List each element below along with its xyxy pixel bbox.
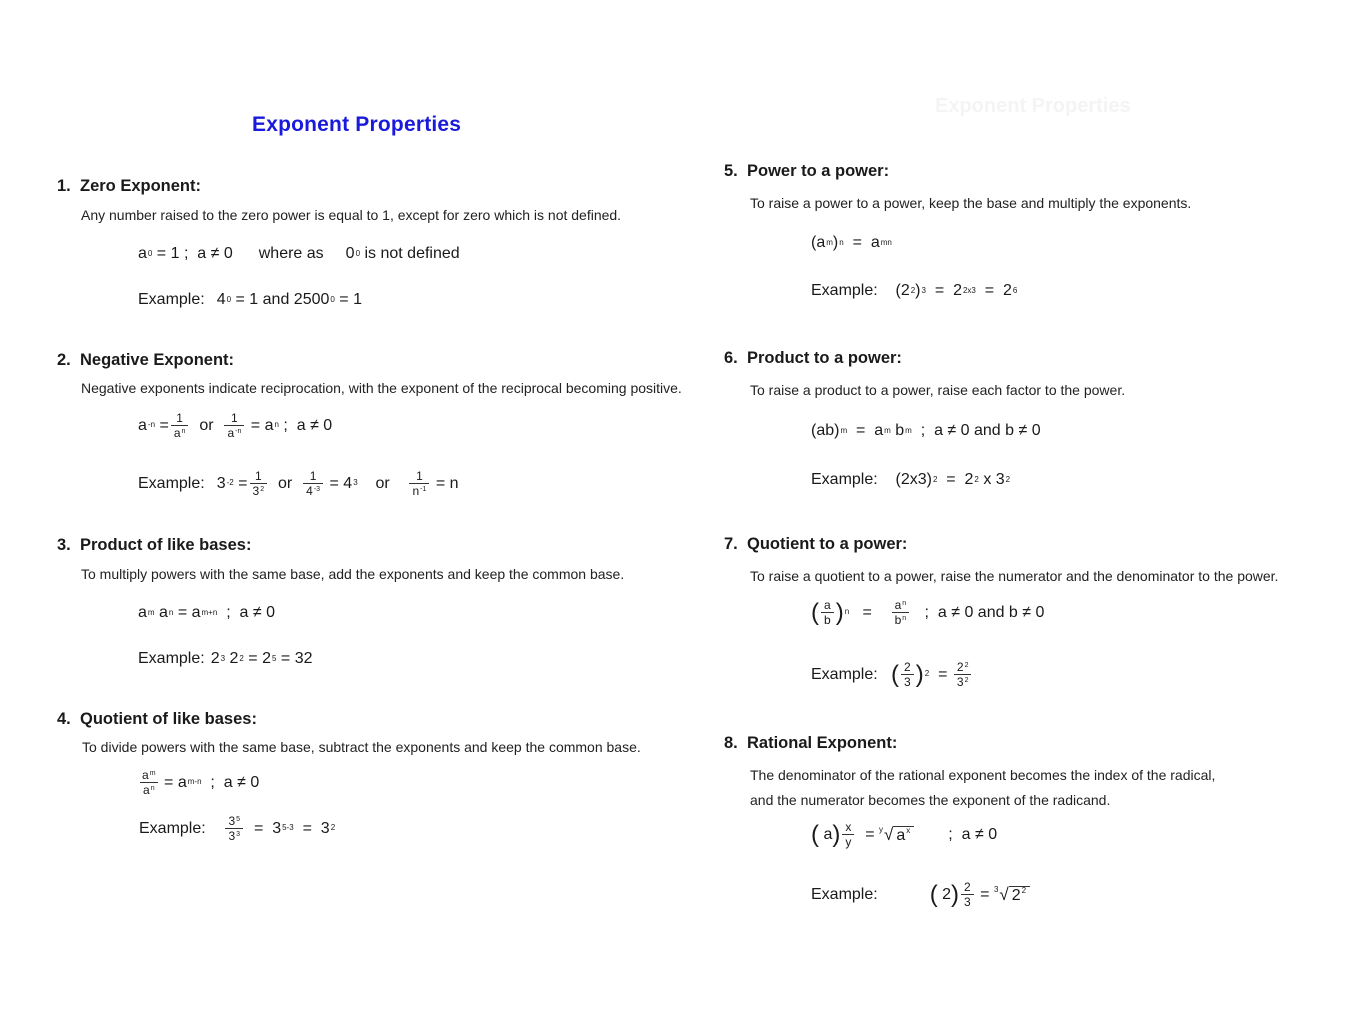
section-description-line-2: and the numerator becomes the exponent of the radicand. xyxy=(750,792,1111,808)
section-description: To multiply powers with the same base, add the exponents and keep the common base. xyxy=(81,566,625,582)
section-heading-product-like-bases: 3. Product of like bases: xyxy=(57,536,252,554)
section-heading-quotient-to-power: 7. Quotient to a power: xyxy=(724,535,908,553)
section-heading-power-to-power: 5. Power to a power: xyxy=(724,162,890,180)
formula: ( $\frac{a}{b}$ ) $^n$ = $\frac{a^n}{b^n}$ ; a ≠ 0 and b ≠ 0 xyxy=(811,598,1045,627)
section-description: To divide powers with the same base, subtract the exponents and keep the common base. xyxy=(82,739,641,755)
section-description-line-1: The denominator of the rational exponent becomes the index of the radical, xyxy=(750,767,1216,783)
section-description: Negative exponents indicate reciprocation, with the exponent of the reciprocal becoming positive. xyxy=(81,380,682,396)
example: Example: (2 $^2$ ) $^3$ = 2 $^{2x3}$ = 2 $^6$ xyxy=(811,282,1018,299)
section-description: To raise a quotient to a power, raise the numerator and the denominator to the power. xyxy=(750,568,1279,584)
example: Example: ( $\frac{2}{3}$ ) $^2$ = $\frac{2^2}{3^2}$ xyxy=(811,660,973,689)
section-description: To raise a power to a power, keep the base and multiply the exponents. xyxy=(750,195,1192,211)
example: Example: $\frac{3^5}{3^3}$ = 3 $^{5-3}$ = 3 $^2$ xyxy=(139,814,336,843)
formula: ( a ) $\frac{x}{y}$ = y √ $a^x$ ; a ≠ 0 xyxy=(811,820,998,849)
example: Example: (2x3) $^2$ = 2 $^2$ x 3 $^2$ xyxy=(811,471,1011,488)
faded-title: Exponent Properties xyxy=(935,95,1131,117)
formula: a $^m$ a $^n$ = a $^{m+n}$ ; a ≠ 0 xyxy=(138,604,276,621)
formula: $\frac{a^m}{a^n}$ = a $^{m-n}$ ; a ≠ 0 xyxy=(138,768,259,797)
formula: a $^0$ = 1 ; a ≠ 0 where as 0 $^0$ is not defined xyxy=(138,245,460,262)
section-heading-quotient-like-bases: 4. Quotient of like bases: xyxy=(57,710,257,728)
example: Example: 2 $^3$ 2 $^2$ = 2 $^5$ = 32 xyxy=(138,650,313,667)
section-heading-negative-exponent: 2. Negative Exponent: xyxy=(57,351,235,369)
section-heading-product-to-power: 6. Product to a power: xyxy=(724,349,902,367)
section-description: Any number raised to the zero power is equal to 1, except for zero which is not defined. xyxy=(81,207,622,223)
formula: (ab) $^m$ = a $^m$ b $^m$ ; a ≠ 0 and b ≠ 0 xyxy=(811,422,1041,439)
formula: a $^{-n}$ = $\frac{1}{a^n}$ or $\frac{1}{a^{-n}}$ = a $^n$ ; a ≠ 0 xyxy=(138,411,333,440)
page-title: Exponent Properties xyxy=(252,113,462,136)
section-description: To raise a product to a power, raise each factor to the power. xyxy=(750,382,1126,398)
example: Example: 3 $^{-2}$ = $\frac{1}{3^2}$ or $\frac{1}{4^{-3}}$ = 4 $^3$ or $\frac{1}{n^{-1}}$ = n xyxy=(138,469,459,498)
section-heading-zero-exponent: 1. Zero Exponent: xyxy=(57,177,202,195)
example: Example: ( 2 ) $\frac{2}{3}$ = 3 √ $2^2$ xyxy=(811,880,1030,909)
example: Example: 4 $^0$ = 1 and 2500 $^0$ = 1 xyxy=(138,291,362,308)
formula: (a $^m$ ) $^n$ = a $^{mn}$ xyxy=(811,234,892,251)
section-heading-rational-exponent: 8. Rational Exponent: xyxy=(724,734,898,752)
